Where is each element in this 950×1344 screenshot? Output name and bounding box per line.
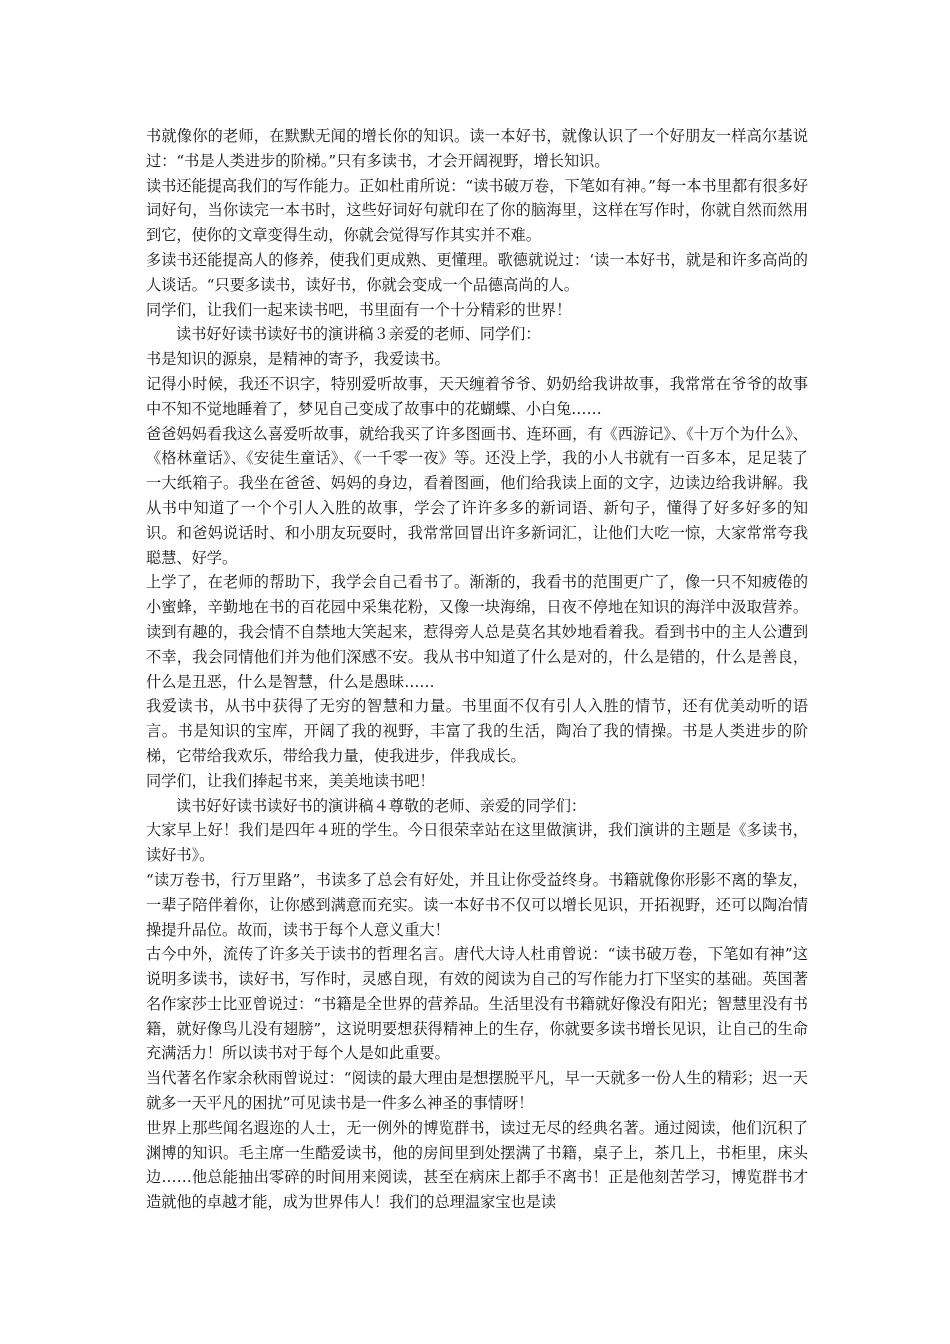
paragraph: 我爱读书，从书中获得了无穷的智慧和力量。书里面不仅有引人入胜的情节，还有优美动听的语言。书是知识的宝库，开阔了我的视野，丰富了我的生活，陶冶了我的情操。书是人类进步的阶梯，它带给我欢乐，带给我力量，使我进步，伴我成长。	[146, 697, 808, 765]
paragraph: 上学了，在老师的帮助下，我学会自己看书了。渐渐的，我看书的范围更广了，像一只不知疲倦的小蜜蜂，辛勤地在书的百花园中采集花粉，又像一块海绵，日夜不停地在知识的海洋中汲取营养。读到有趣的，我会情不自禁地大笑起来，惹得旁人总是莫名其妙地看着我。看到书中的主人公遭到不幸，我会同情他们并为他们深感不安。我从书中知道了什么是对的，什么是错的，什么是善良，什么是丑恶，什么是智慧，什么是愚昧……	[146, 573, 808, 691]
paragraph: 古今中外，流传了许多关于读书的哲理名言。唐代大诗人杜甫曾说：“读书破万卷，下笔如有神”这说明多读书，读好书，写作时，灵感自现，有效的阅读为自己的写作能力打下坚实的基础。英国著名作家莎士比亚曾说过：“书籍是全世界的营养品。生活里没有书籍就好像没有阳光；智慧里没有书籍，就好像鸟儿没有翅膀”，这说明要想获得精神上的生存，你就要多读书增长见识，让自己的生命充满活力！所以读书对于每个人是如此重要。	[146, 945, 808, 1063]
paragraph: 同学们，让我们捧起书来，美美地读书吧！	[146, 771, 435, 790]
paragraph: 书就像你的老师，在默默无闻的增长你的知识。读一本好书，就像认识了一个好朋友一样高尔基说过：“书是人类进步的阶梯。”只有多读书，才会开阔视野，增长知识。	[146, 127, 808, 170]
paragraph: “读万卷书，行万里路”，书读多了总会有好处，并且让你受益终身。书籍就像你形影不离的挚友，一辈子陪伴着你，让你感到满意而充实。读一本好书不仅可以增长见识，开拓视野，还可以陶冶情操提升品位。故而，读书于每个人意义重大！	[146, 870, 808, 939]
paragraph: 同学们，让我们一起来读书吧，书里面有一个十分精彩的世界！	[146, 300, 572, 319]
paragraph: 读书还能提高我们的写作能力。正如杜甫所说：“读书破万卷，下笔如有神。”每一本书里都有很多好词好句，当你读完一本书时，这些好词好句就印在了你的脑海里，这样在写作时，你就自然而然用到它，使你的文章变得生动，你就会觉得写作其实并不难。	[146, 176, 808, 245]
document-body	[146, 124, 808, 1215]
section-heading: 读书好好读书读好书的演讲稿４尊敬的老师、亲爱的同学们：	[176, 796, 587, 815]
paragraph: 当代著名作家余秋雨曾说过：“阅读的最大理由是想摆脱平凡，早一天就多一份人生的精彩；迟一天就多一天平凡的困扰”可见读书是一件多么神圣的事情呀！	[146, 1069, 808, 1113]
paragraph: 书是知识的源泉，是精神的寄予，我爱读书。	[146, 350, 450, 369]
paragraph: 记得小时候，我还不识字，特别爱听故事，天天缠着爷爷、奶奶给我讲故事，我常常在爷爷的故事中不知不觉地睡着了，梦见自己变成了故事中的花蝴蝶、小白兔……	[146, 374, 808, 418]
paragraph: 多读书还能提高人的修养，使我们更成熟、更懂理。歌德就说过：‘读一本好书，就是和许多高尚的人谈话。“只要多读书，读好书，你就会变成一个品德高尚的人。	[146, 250, 808, 294]
section-heading: 读书好好读书读好书的演讲稿３亲爱的老师、同学们：	[176, 325, 541, 344]
paragraph: 爸爸妈妈看我这么喜爱听故事，就给我买了许多图画书、连环画，有《西游记》、《十万个为什么》、《格林童话》、《安徒生童话》、《一千零一夜》等。还没上学，我的小人书就有一百多本，足足装了一大纸箱子。我坐在爸爸、妈妈的身边，看着图画，他们给我读上面的文字，边读边给我讲解。我从书中知道了一个个引人入胜的故事，学会了许许多多的新词语、新句子，懂得了好多好多的知识。和爸妈说话时、和小朋友玩耍时，我常常回冒出许多新词汇，让他们大吃一惊，大家常常夸我聪慧、好学。	[146, 424, 808, 567]
paragraph: 世界上那些闻名遐迩的人士，无一例外的博览群书，读过无尽的经典名著。通过阅读，他们沉积了渊博的知识。毛主席一生酷爱读书，他的房间里到处摆满了书籍，桌子上，茶几上，书柜里，床头边……他总能抽出零碎的时间用来阅读，甚至在病床上都手不离书！正是他刻苦学习，博览群书才造就他的卓越才能，成为世界伟人！我们的总理温家宝也是读	[146, 1118, 808, 1212]
paragraph: 大家早上好！我们是四年４班的学生。今日很荣幸站在这里做演讲，我们演讲的主题是《多读书，读好书》。	[146, 821, 808, 865]
